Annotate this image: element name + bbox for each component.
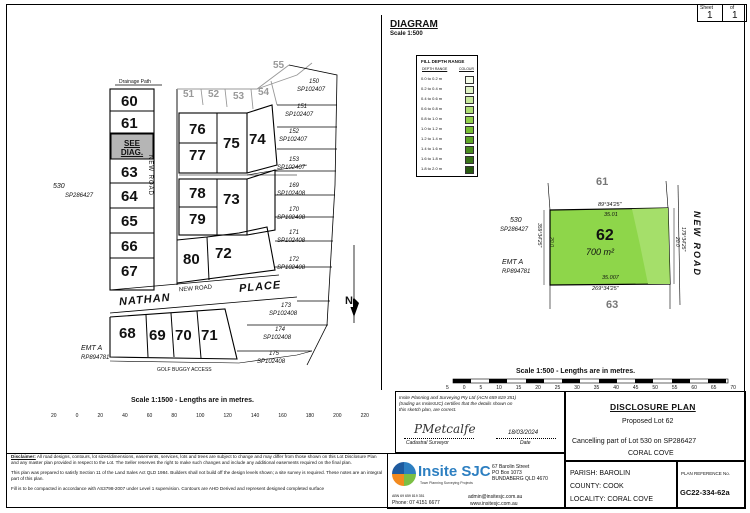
drainage-path-label: Drainage Path [119, 79, 151, 85]
plan-reference-number: GC22-334-62a [680, 488, 730, 497]
coral-cove-title: CORAL COVE [628, 450, 674, 457]
golf-buggy-access-label: GOLF BUGGY ACCESS [157, 367, 212, 373]
diagram-lot-61: 61 [596, 176, 609, 188]
diagram-easement-plan: RP894781 [502, 269, 531, 275]
sheet-of-label: of [730, 5, 735, 11]
lot-54: 54 [258, 87, 270, 98]
lot-150-number: 150 [309, 79, 320, 85]
parish: PARISH: BAROLIN [570, 470, 631, 477]
lot-530-plan: SP286427 [65, 193, 94, 199]
plan-reference-label: PLAN REFERENCE No. [681, 471, 731, 476]
lot-80: 80 [183, 251, 200, 268]
plan-sheet [6, 4, 745, 508]
overview-scale-ticks: 20 0 20 40 60 80 100 120 140 160 180 200 220 [51, 413, 369, 419]
legend-row: 0.4 to 0.6 m [421, 95, 475, 105]
distance-left: 20.0 [548, 237, 554, 247]
lot-171-plan: SP102408 [277, 238, 306, 244]
lot-78: 78 [189, 185, 206, 202]
surveyor-signature: PMetcalfe [414, 422, 476, 436]
lot-152-plan: SP102407 [279, 137, 308, 143]
plan-reference-block [677, 461, 746, 509]
disclosure-title-block [565, 391, 746, 461]
lot-173-plan: SP102408 [269, 311, 298, 317]
lot-75: 75 [223, 135, 240, 152]
company-block [387, 453, 565, 509]
bearing-left: 359°34'25" [536, 223, 542, 248]
legend-row: 1.8 to 2.0 m [421, 165, 475, 175]
legend-row: 1.2 to 1.4 m [421, 135, 475, 145]
cert-line-1: Insite Planning and Surveying Pty Ltd (ACN 659 819 351) [399, 395, 517, 400]
distance-top: 35.01 [604, 212, 618, 218]
new-road-label: NEW ROAD [147, 155, 153, 196]
bearing-top: 89°34'25" [598, 202, 622, 208]
lot-174-number: 174 [275, 327, 286, 333]
legend-row: 0.0 to 0.2 m [421, 75, 475, 85]
company-website[interactable]: www.insitesjc.com.au [470, 501, 518, 507]
cancelling-text: Cancelling part of Lot 530 on SP286427 [572, 438, 697, 445]
bearing-right: 179°34'25" [680, 227, 686, 252]
lot-173-number: 173 [281, 303, 292, 309]
lot-61: 61 [121, 115, 138, 132]
lot-71: 71 [201, 327, 218, 344]
lot-169-plan: SP102408 [277, 191, 306, 197]
diagram-lot-530-plan: SP286427 [500, 227, 529, 233]
distance-right: 20.0 [674, 237, 680, 247]
lot-66: 66 [121, 238, 138, 255]
sheet-total: 1 [732, 10, 738, 21]
lot-77: 77 [189, 147, 206, 164]
legend-row: 1.6 to 1.8 m [421, 155, 475, 165]
legend-depth-header: DEPTH RANGE [422, 67, 448, 71]
company-tagline: Town Planning Surveying Projects [420, 481, 473, 485]
diagram-lot-530: 530 [510, 217, 522, 224]
easement-plan: RP894781 [81, 355, 110, 361]
company-address-3: BUNDABERG QLD 4670 [492, 476, 548, 482]
lot-530-label: 530 [53, 183, 65, 190]
lot-65: 65 [121, 213, 138, 230]
cadastral-surveyor-label: Cadastral Surveyor [406, 440, 449, 446]
lot-152-number: 152 [289, 129, 300, 135]
disclaimer-para-3: Fill is to be compacted in accordance with AS3798-2007 under Level 1 supervision. Contours are AHD Derived and represent designed completed surface [11, 486, 325, 492]
disclaimer-para-2: This plan was prepared to satisfy Section 11 of the Land Sales Act QLD 1984. Builders shall not build off the design levels shown; a site survey is required. These notes are an integral part of this plan. [11, 470, 383, 481]
company-address-2: PO Box 1073 [492, 470, 522, 476]
company-email[interactable]: admin@insitesjc.com.au [468, 494, 523, 500]
distance-bottom: 35.007 [602, 275, 619, 281]
legend-row: 1.4 to 1.6 m [421, 145, 475, 155]
easement-label: EMT A [81, 345, 103, 352]
bearing-bottom: 269°34'25" [592, 286, 619, 292]
cert-date: 18/03/2024 [508, 430, 539, 436]
lot-52: 52 [208, 89, 220, 100]
diagram-new-road: NEW ROAD [692, 211, 702, 277]
lot-151-number: 151 [297, 104, 308, 110]
overview-linework [7, 5, 381, 405]
lot-153-plan: SP102407 [277, 165, 306, 171]
diagram-linework [382, 5, 746, 390]
place-label: PLACE [238, 279, 282, 295]
locality-block [565, 461, 677, 509]
lot-170-plan: SP102408 [277, 215, 306, 221]
lot-72: 72 [215, 245, 232, 262]
sheet-number: 1 [707, 10, 713, 21]
overview-plan [7, 5, 381, 419]
lot-172-plan: SP102408 [277, 265, 306, 271]
lot-172-number: 172 [289, 257, 300, 263]
county: COUNTY: COOK [570, 483, 624, 490]
lot-153-number: 153 [289, 157, 300, 163]
lot-69: 69 [149, 327, 166, 344]
lot-175-plan: SP102408 [257, 359, 286, 365]
lot-60: 60 [121, 93, 138, 110]
proposed-lot: Proposed Lot 62 [622, 418, 674, 425]
lot-67: 67 [121, 263, 138, 280]
north-arrow-icon: N [345, 295, 353, 307]
diagram-scale-ticks: 5 0 5 10 15 20 25 30 35 40 45 50 55 60 65 70 [446, 385, 736, 391]
lot-55: 55 [273, 60, 285, 71]
company-phone: Phone: 07 4151 6677 [392, 500, 440, 506]
lot-53: 53 [233, 91, 245, 102]
sheet-label: Sheet [700, 5, 714, 11]
diagram-scale: Scale 1:500 [390, 31, 423, 37]
insite-logo [392, 462, 416, 486]
disclaimer-heading: Disclaimer: [11, 454, 36, 459]
company-address-1: 67 Barolin Street [492, 464, 530, 470]
lot-174-plan: SP102408 [263, 335, 292, 341]
lot-170-number: 170 [289, 207, 300, 213]
lot-79: 79 [189, 211, 206, 228]
lot-68: 68 [119, 325, 136, 342]
disclosure-plan-title: DISCLOSURE PLAN [610, 402, 696, 412]
legend-title: FILL DEPTH RANGE [421, 59, 465, 64]
lot-73: 73 [223, 191, 240, 208]
diagram-scale-bar [453, 379, 728, 383]
date-label: Date [520, 440, 531, 446]
lot-171-number: 171 [289, 230, 300, 236]
lot-76: 76 [189, 121, 206, 138]
locality: LOCALITY: CORAL COVE [570, 496, 653, 503]
lot-62-area: 700 m² [586, 247, 615, 257]
certification-block [395, 391, 565, 453]
lot-74: 74 [249, 131, 266, 148]
disclaimer-para-1: Disclaimer: All road designs, contours, lot sizes/dimensions, easements, services, lots and trees are subject to change and may differ from those shown on this Lot Disclosure Plan and any master plan provided in respect to the Lot. The Seller reserves the right to make such changes and include any additional easements required on the final plan. [11, 454, 377, 465]
legend-row: 0.6 to 0.8 m [421, 105, 475, 115]
diagram-lot-62[interactable]: 62 [596, 227, 614, 244]
lot-diagram [382, 5, 746, 390]
lot-151-plan: SP102407 [285, 112, 314, 118]
legend-row: 0.8 to 1.0 m [421, 115, 475, 125]
lot-175-number: 175 [269, 351, 280, 357]
legend-row: 1.0 to 1.2 m [421, 125, 475, 135]
diagram-scale-label: Scale 1:500 - Lengths are in metres. [516, 368, 636, 375]
company-name: Insite SJC [418, 463, 491, 480]
diagram-title: DIAGRAM [390, 19, 438, 30]
diagram-lot-63: 63 [606, 299, 619, 311]
disclaimer-block [11, 454, 385, 506]
cert-line-3: this sketch plan, are correct. [399, 407, 457, 412]
lot-70: 70 [175, 327, 192, 344]
legend-colour-header: COLOUR [459, 67, 474, 71]
lot-63: 63 [121, 164, 138, 181]
cert-line-2: (trading as InsiteSJC) certifies that the details shown on [399, 401, 513, 406]
lot-150-plan: SP102407 [297, 87, 326, 93]
diagram-easement: EMT A [502, 259, 524, 266]
lot-64: 64 [121, 188, 138, 205]
lot-51: 51 [183, 89, 195, 100]
legend-row: 0.2 to 0.4 m [421, 85, 475, 95]
company-abn: ABN 69 659 819 351 [392, 494, 425, 498]
nathan-road-label: NATHAN [118, 291, 172, 309]
lot-169-number: 169 [289, 183, 300, 189]
see-diagram-label[interactable]: SEE DIAG. [120, 139, 144, 157]
nathan-new-road-label: NEW ROAD [178, 284, 213, 294]
overview-scale-label: Scale 1:1500 - Lengths are in metres. [131, 397, 254, 404]
